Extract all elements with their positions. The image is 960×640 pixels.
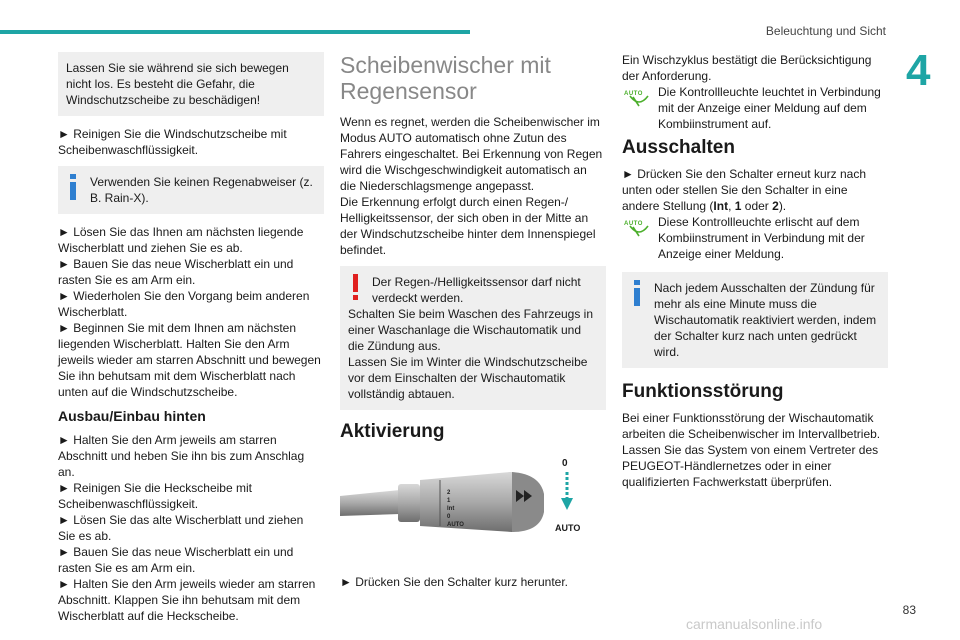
instruction-step: ► Bauen Sie das neue Wischerblatt ein und rasten Sie es am Arm ein. [58,257,294,287]
indicator-note [622,84,888,132]
wiper-stalk-figure [340,454,606,554]
stalk-label: AUTO [447,522,464,528]
instruction-step: ► Halten Sie den Arm jeweils wieder am starren Abschnitt. Klappen Sie ihn behutsam mit dem Wischerblatt auf die Heckscheibe. [58,577,316,623]
paragraph: Wenn es regnet, werden die Scheibenwischer im Modus AUTO automatisch ohne Zutun des Fahrers eingeschaltet. Bei Erkennung von Regen wird die Wischgeschwindigkeit automatisch an die Niederschlagsmenge angepasst. [340,115,603,193]
instruction-step: ► Reinigen Sie die Windschutzscheibe mit Scheibenwaschflüssigkeit. [58,127,287,157]
warning-text: Lassen Sie im Winter die Windschutzscheibe vor dem Einschalten der Wischautomatik vollständig abtauen. [348,355,588,401]
position-auto-label: AUTO [555,523,581,533]
auto-wiper-indicator-icon: AUTO [624,86,654,110]
column-1 [58,52,324,624]
heading-malfunction: Funktionsstörung [622,381,784,402]
warning-text: Der Regen-/Helligkeitssensor darf nicht verdeckt werden. [372,275,581,305]
paragraph: Die Erkennung erfolgt durch einen Regen-/ Helligkeitssensor, der sich oben in der Mitte an der Windschutzscheibe hinter dem Innenspiegel befindet. [340,195,596,257]
instruction-step: ► Beginnen Sie mit dem Ihnen am nächsten liegenden Wischerblatt. Halten Sie den Arm jeweils wieder am starren Abschnitt und bewegen Sie ihn behutsam mit dem Wischerblatt nach unten auf die Windschutzscheibe. [58,321,321,399]
instruction-step: ► Halten Sie den Arm jeweils am starren Abschnitt und heben Sie ihn bis zum Anschlag an. [58,433,305,479]
warning-box [340,266,606,410]
info-box [622,272,888,368]
warning-text: Schalten Sie beim Waschen des Fahrzeugs in einer Waschanlage die Wischautomatik und die Zündung aus. [348,307,594,353]
instruction-step: ► Drücken Sie den Schalter kurz herunter. [340,575,568,589]
watermark: carmanualsonline.info [686,616,823,632]
instruction-step: ► Lösen Sie das alte Wischerblatt und ziehen Sie es ab. [58,513,304,543]
instruction-step: ► Drücken Sie den Schalter erneut kurz nach unten oder stellen Sie den Schalter in eine andere Stellung (Int, 1 oder 2). [622,167,867,213]
paragraph: Diese Kontrollleuchte erlischt auf dem Kombiinstrument in Verbindung mit der Anzeige einer Meldung. [658,215,865,261]
instruction-step: ► Wiederholen Sie den Vorgang beim anderen Wischerblatt. [58,289,310,319]
stalk-label: Int [447,506,455,512]
header-accent-bar [0,30,470,34]
info-box [58,166,324,214]
info-icon [632,280,642,308]
instruction-step: ► Reinigen Sie die Heckscheibe mit Scheibenwaschflüssigkeit. [58,481,252,511]
warning-icon [352,274,360,302]
instruction-step: ► Lösen Sie das Ihnen am nächsten liegende Wischerblatt und ziehen Sie es ab. [58,225,304,255]
section-title: Beleuchtung und Sicht [765,24,886,38]
caution-text: Lassen Sie sie während sie sich bewegen nicht los. Es besteht die Gefahr, die Windschutzscheibe zu beschädigen! [66,61,289,107]
info-icon [68,174,78,202]
indicator-note [622,214,888,262]
paragraph: Die Kontrollleuchte leuchtet in Verbindung mit der Anzeige einer Meldung auf dem Kombiinstrument auf. [658,85,881,131]
heading-rear: Ausbau/Einbau hinten [58,408,206,424]
heading-switch-off: Ausschalten [622,137,735,158]
stalk-label: 0 [447,514,451,520]
stalk-position-labels [447,489,464,529]
paragraph: Bei einer Funktionsstörung der Wischautomatik arbeiten die Scheibenwischer im Intervallbetrieb. Lassen Sie das System von einem Vertreter des PEUGEOT-Händlernetzes oder in einer qualifizierten Fachwerkstatt überprüfen. [622,411,881,489]
chapter-number: 4 [906,46,931,95]
stalk-label: 1 [447,498,451,504]
info-text: Nach jedem Ausschalten der Zündung für mehr als eine Minute muss die Wischautomatik reaktiviert werden, indem der Schalter kurz nach unten gedrückt wird. [654,281,877,359]
column-3 [622,52,888,498]
auto-wiper-indicator-icon: AUTO [624,216,654,240]
page-number: 83 [902,603,916,617]
position-0-label: 0 [562,458,568,469]
instruction-step: ► Bauen Sie das neue Wischerblatt ein und rasten Sie es am Arm ein. [58,545,294,575]
stalk-label: 2 [447,490,451,496]
heading-activation: Aktivierung [340,421,445,442]
arrow-down-icon [560,470,574,514]
paragraph: Ein Wischzyklus bestätigt die Berücksichtigung der Anforderung. [622,53,872,83]
caution-box [58,52,324,116]
section-heading-rain-sensor: Scheibenwischer mit Regensensor [340,52,551,104]
info-text: Verwenden Sie keinen Regenabweiser (z. B. Rain-X). [90,175,313,205]
column-2 [340,52,606,598]
